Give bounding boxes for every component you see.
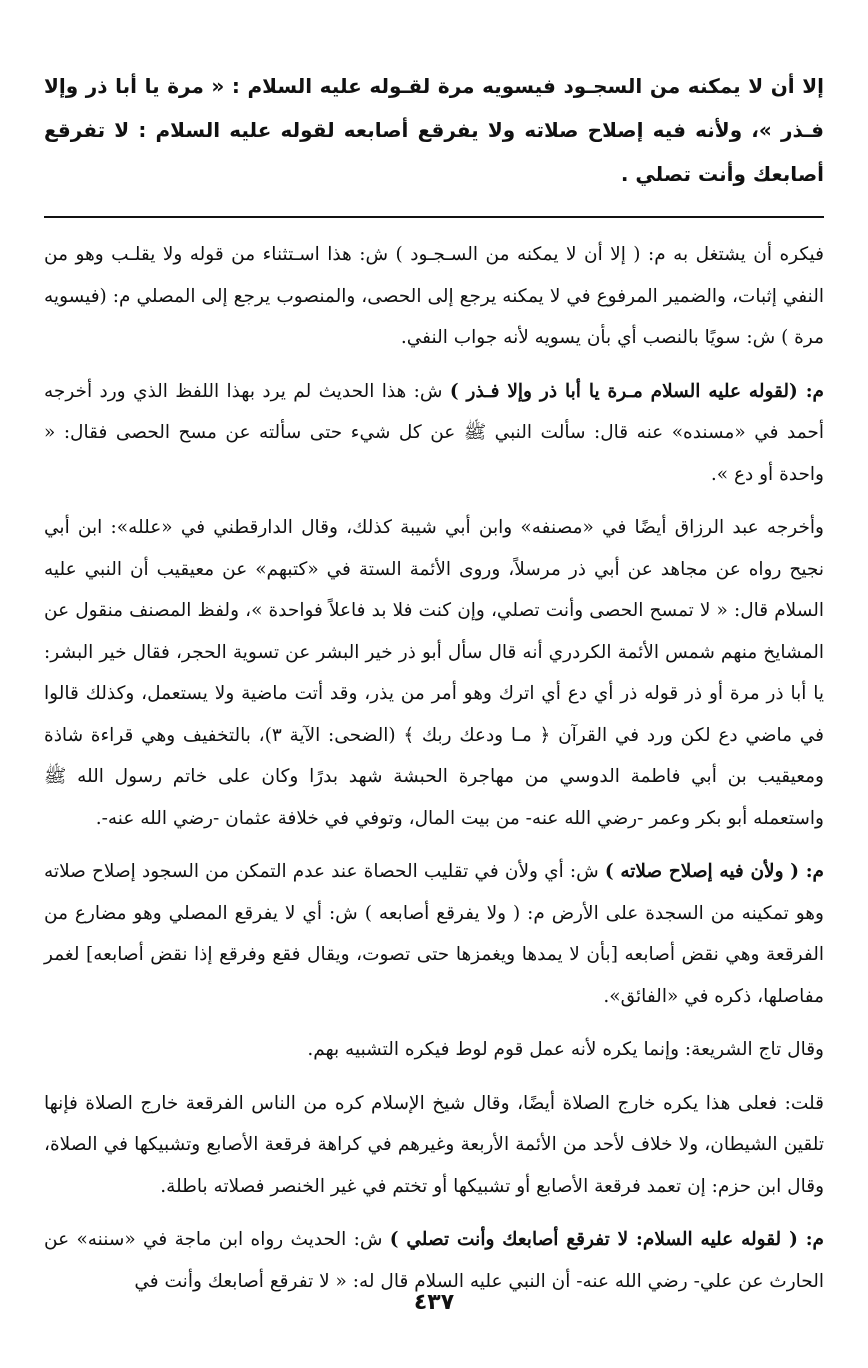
commentary-paragraph — [44, 851, 824, 1017]
paragraph-text: ش: هذا الحديث لم يرد بهذا اللفظ الذي ورد أخرجه أحمد في «مسنده» عنه قال: سألت النبي ﷺ عن كل شيء حتى سألته عن مسح الحصى فقال: « واحدة أو دع ». — [44, 380, 824, 485]
paragraph-lead: م: (لقوله عليه السلام مـرة يا أبا ذر وإلا فـذر ) — [449, 380, 824, 402]
paragraph-lead: م: ( لقوله عليه السلام: لا تفرقع أصابعك وأنت تصلي ) — [389, 1229, 824, 1250]
paragraph-lead: م: ( ولأن فيه إصلاح صلاته ) — [604, 861, 824, 882]
paragraph-text: فيكره أن يشتغل به م: ( إلا أن لا يمكنه من السـجـود ) ش: هذا اسـتثناء من قوله ولا يقلـب وهو من النفي إثبات، والضمير المرفوع في لا يمكنه يرجع إلى الحصى، والمنصوب يرجع إلى المصلي م: (فيسويه مرة ) ش: سويًا بالنصب أي بأن يسويه لأنه جواب النفي. — [44, 244, 824, 348]
commentary-paragraph — [44, 234, 824, 359]
matn-text: إلا أن لا يمكنه من السجـود فيسويه مرة لقـوله عليه السلام : « مرة يا أبا ذر وإلا فـذر »، ولأنه فيه إصلاح صلاته ولا يفرقع أصابعه لقوله عليه السلام : لا تفرقع أصابعك وأنت تصلي . — [44, 74, 824, 186]
paragraph-text: وأخرجه عبد الرزاق أيضًا في «مصنفه» وابن أبي شيبة كذلك، وقال الدارقطني في «علله»: ابن أبي نجيح رواه عن مجاهد عن أبي ذر مرسلاً، وروى الأئمة الستة في «كتبهم» عن معيقيب أن النبي عليه السلام قال: « لا تمسح الحصى وأنت تصلي، وإن كنت فلا بد فاعلاً فواحدة »، ولفظ المصنف منقول عن المشايخ منهم شمس الأئمة الكردري أنه قال سأل أبو ذر خير البشر عن تسوية الحجر، فقال خير البشر: يا أبا ذر مرة أو ذر قوله ذر أي دع أي اترك وهو أمر من يذر، وقد أتت ماضية ولا يستعمل، وكذلك قالوا في ماضي دع لكن ورد في القرآن ﴿ مـا ودعك ربك ﴾ (الضحى: الآية ٣)، بالتخفيف وهي قراءة شاذة ومعيقيب بن أبي فاطمة الدوسي من مهاجرة الحبشة شهد بدرًا وكان على خاتم رسول الله ﷺ واستعمله أبو بكر وعمر -رضي الله عنه- من بيت المال، وتوفي في خلافة عثمان -رضي الله عنه-. — [44, 517, 824, 829]
book-page — [44, 64, 824, 1368]
commentary-paragraph — [44, 1083, 824, 1208]
commentary — [44, 234, 824, 1302]
paragraph-text: وقال تاج الشريعة: وإنما يكره لأنه عمل قوم لوط فيكره التشبيه بهم. — [307, 1039, 824, 1060]
paragraph-text: ش: الحديث رواه ابن ماجة في «سننه» عن الحارث عن علي- رضي الله عنه- أن النبي عليه السلام قال له: « لا تفرقع أصابعك وأنت في — [44, 1229, 824, 1292]
commentary-paragraph — [44, 1029, 824, 1071]
paragraph-text: قلت: فعلى هذا يكره خارج الصلاة أيضًا، وقال شيخ الإسلام كره من الناس الفرقعة خارج الصلاة فإنها تلقين الشيطان، ولا خلاف لأحد من الأئمة الأربعة وغيرهم في كراهة فرقعة الأصابع وتشبيكها في الصلاة، وقال ابن حزم: إن تعمد فرقعة الأصابع أو تشبيكها أو تختم في غير الخنصر فصلاته باطلة. — [44, 1092, 824, 1197]
separator-line — [44, 216, 824, 218]
page-number: ٤٣٧ — [413, 1290, 455, 1315]
paragraph-text: ش: أي ولأن في تقليب الحصاة عند عدم التمكن من السجود إصلاح صلاته وهو تمكينه من السجدة على الأرض م: ( ولا يفرقع أصابعه ) ش: أي لا يفرقع المصلي وهو مضارع من الفرقعة وهي نقض أصابعه [بأن لا يمدها ويغمزها حتى تصوت، ويقال فقع وفرقع إذا نقض أصابعه] لغمر مفاصلها، ذكره في «الفائق». — [44, 861, 824, 1007]
commentary-paragraph — [44, 507, 824, 839]
commentary-paragraph — [44, 371, 824, 496]
